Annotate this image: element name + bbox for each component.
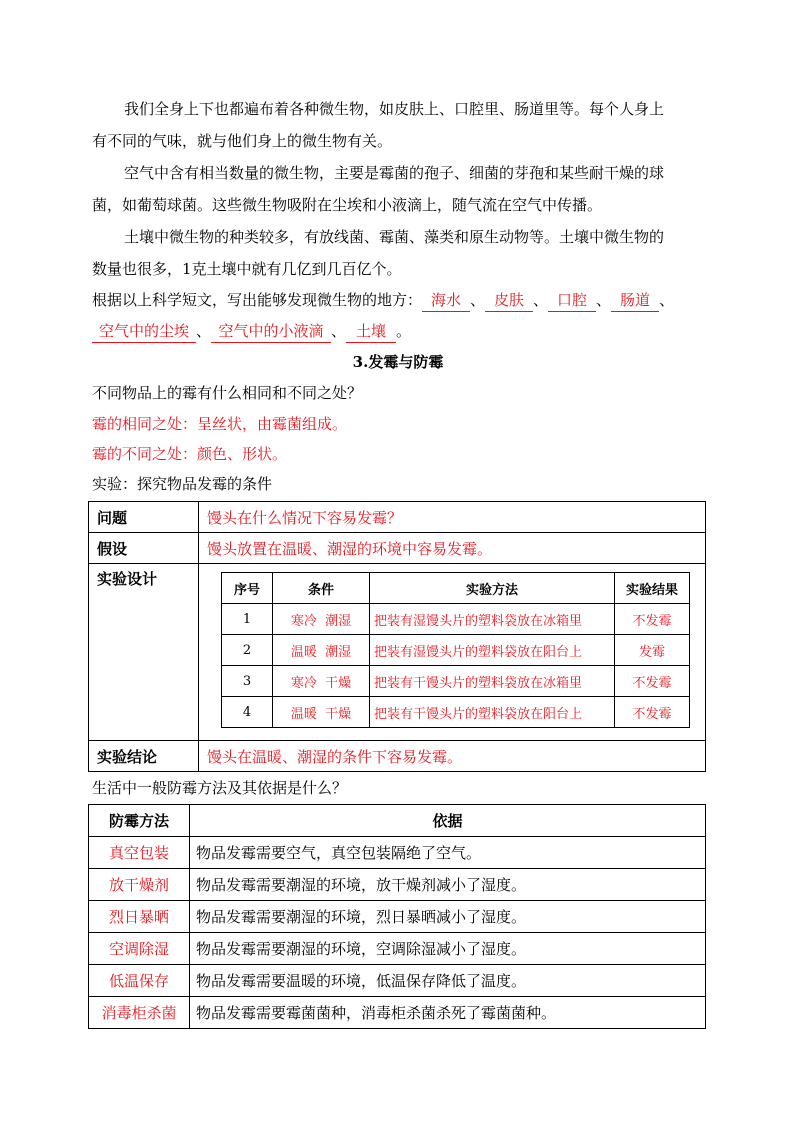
design-table — [221, 572, 690, 728]
table-row — [89, 741, 706, 772]
table-row — [89, 965, 706, 997]
hypothesis-value: 馒头放置在温暖、潮湿的环境中容易发霉。 — [199, 533, 706, 564]
hypothesis-label: 假设 — [89, 533, 199, 564]
prevention-basis: 物品发霉需要空气，真空包装隔绝了空气。 — [190, 837, 706, 869]
header-result: 实验结果 — [615, 573, 690, 604]
answer-blank: 空气中的尘埃 — [92, 320, 196, 343]
row-no: 3 — [222, 666, 273, 697]
question-value: 馒头在什么情况下容易发霉？ — [199, 502, 706, 533]
row-no: 4 — [222, 697, 273, 728]
answer-blank: 口腔 — [548, 289, 596, 312]
paragraph-soil-microbes-cont: 数量也很多，1克土壤中就有几亿到几百亿个。 — [92, 260, 402, 278]
table-row — [222, 697, 690, 728]
row-condition: 温暖 干燥 — [273, 697, 370, 728]
paragraph-body-microbes-cont: 有不同的气味，就与他们身上的微生物有关。 — [92, 132, 393, 150]
prevention-basis: 物品发霉需要潮湿的环境，放干燥剂减小了湿度。 — [190, 869, 706, 901]
row-condition: 寒冷 潮湿 — [273, 604, 370, 635]
paragraph-soil-microbes: 土壤中微生物的种类较多，有放线菌、霉菌、藻类和原生动物等。土壤中微生物的 — [124, 228, 665, 246]
header-method: 实验方法 — [370, 573, 615, 604]
prevention-method: 放干燥剂 — [89, 869, 190, 901]
header-no: 序号 — [222, 573, 273, 604]
prevention-header-row — [89, 805, 706, 837]
answer-mold-same: 霉的相同之处：呈丝状，由霉菌组成。 — [92, 415, 348, 433]
row-result: 不发霉 — [615, 666, 690, 697]
row-condition: 温暖 潮湿 — [273, 635, 370, 666]
prevention-method: 真空包装 — [89, 837, 190, 869]
paragraph-body-microbes: 我们全身上下也都遍布着各种微生物，如皮肤上、口腔里、肠道里等。每个人身上 — [124, 100, 665, 118]
table-row — [222, 666, 690, 697]
table-row — [89, 997, 706, 1029]
answer-mold-diff: 霉的不同之处：颜色、形状。 — [92, 445, 288, 463]
prevention-method: 空调除湿 — [89, 933, 190, 965]
table-row — [89, 564, 706, 741]
design-cell — [199, 564, 706, 741]
prevention-method: 烈日暴晒 — [89, 901, 190, 933]
paragraph-air-microbes-cont: 菌，如葡萄球菌。这些微生物吸附在尘埃和小液滴上，随气流在空气中传播。 — [92, 196, 603, 214]
prevention-method: 低温保存 — [89, 965, 190, 997]
table-row — [89, 502, 706, 533]
table-row — [89, 901, 706, 933]
row-method: 把装有干馒头片的塑料袋放在冰箱里 — [370, 666, 615, 697]
row-result: 不发霉 — [615, 697, 690, 728]
prevention-basis: 物品发霉需要霉菌菌种，消毒柜杀菌杀死了霉菌菌种。 — [190, 997, 706, 1029]
answer-blank: 海水 — [422, 289, 470, 312]
row-no: 1 — [222, 604, 273, 635]
conclusion-value: 馒头在温暖、潮湿的条件下容易发霉。 — [199, 741, 706, 772]
answer-blank: 土壤 — [346, 320, 396, 343]
prevention-method: 消毒柜杀菌 — [89, 997, 190, 1029]
answer-blank: 肠道 — [611, 289, 659, 312]
table-row — [89, 533, 706, 564]
experiment-heading: 实验：探究物品发霉的条件 — [92, 475, 273, 493]
question-locations: 根据以上科学短文，写出能够发现微生物的地方： 海水 、 皮肤 、 口腔 、 肠道 、 — [92, 284, 704, 316]
row-method: 把装有湿馒头片的塑料袋放在阳台上 — [370, 635, 615, 666]
question-locations-cont: 空气中的尘埃 、 空气中的小液滴 、 土壤 。 — [92, 315, 704, 347]
header-basis: 依据 — [190, 805, 706, 837]
experiment-table — [88, 501, 706, 772]
row-condition: 寒冷 干燥 — [273, 666, 370, 697]
row-result: 不发霉 — [615, 604, 690, 635]
paragraph-air-microbes: 空气中含有相当数量的微生物，主要是霉菌的孢子、细菌的芽孢和某些耐干燥的球 — [124, 164, 665, 182]
prevention-basis: 物品发霉需要潮湿的环境，空调除湿减小了湿度。 — [190, 933, 706, 965]
table-row — [89, 933, 706, 965]
section-title: 3.发霉与防霉 — [352, 353, 444, 371]
prevention-heading: 生活中一般防霉方法及其依据是什么？ — [92, 779, 348, 797]
table-row — [89, 869, 706, 901]
table-row — [222, 604, 690, 635]
conclusion-label: 实验结论 — [89, 741, 199, 772]
header-condition: 条件 — [273, 573, 370, 604]
row-result: 发霉 — [615, 635, 690, 666]
table-row — [222, 635, 690, 666]
table-row — [89, 837, 706, 869]
design-header-row — [222, 573, 690, 604]
question-mold: 不同物品上的霉有什么相同和不同之处？ — [92, 384, 363, 402]
row-method: 把装有湿馒头片的塑料袋放在冰箱里 — [370, 604, 615, 635]
row-no: 2 — [222, 635, 273, 666]
prevention-basis: 物品发霉需要潮湿的环境，烈日暴晒减小了湿度。 — [190, 901, 706, 933]
row-method: 把装有干馒头片的塑料袋放在阳台上 — [370, 697, 615, 728]
prevention-table — [88, 804, 706, 1029]
question-label: 问题 — [89, 502, 199, 533]
header-method: 防霉方法 — [89, 805, 190, 837]
design-label: 实验设计 — [89, 564, 199, 741]
prevention-basis: 物品发霉需要温暖的环境，低温保存降低了温度。 — [190, 965, 706, 997]
answer-blank: 空气中的小液滴 — [211, 320, 331, 343]
answer-blank: 皮肤 — [485, 289, 533, 312]
